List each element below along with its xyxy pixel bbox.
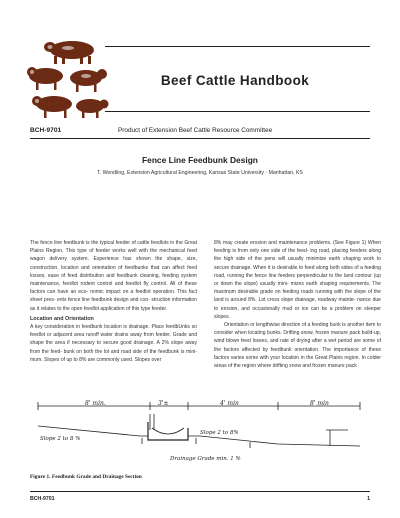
doc-code: BCH-9701 [30, 127, 62, 134]
orientation-paragraph: Orientation or lengthwise direction of a feeding bunk is another item to consider when locating bunks. Drifting snow, frozen manure pack build-up, wind blown feed losses, and rate of drying after a wet period are some of the factors affected by feedbunk orientation. The importance of these factors varies some with your location in the Great Plains region. In colder areas of the region where drifting snow and frozen manure pack [214, 322, 381, 370]
handbook-title: Beef Cattle Handbook [160, 73, 310, 88]
intro-paragraph: The fence line feedbunk is the typical feeder of cattle feedlots in the Great Plains Region. This type of feeder works well with the mechanical feed wagon delivery system. Experience has shown the shape, size, construction, location and orientation of feedbunks that can affect feed losses, ease of feed distribution and feedbunk cleaning, feeding system maintenance, feedlot rodent control and feedlot fly control. All of these factors can have an eco- nomic impact on a feedlot operation. This fact sheet pres- ents fence line feedbunk design and con- struction information as it relates to the open feedlot application of this type feeder. [30, 240, 197, 312]
dimension-label-8ft-right: 8' min [310, 400, 329, 407]
dimension-label-3ft: 3'± [158, 400, 169, 407]
header-rule-bottom [105, 111, 370, 112]
page-number: 1 [367, 496, 370, 502]
location-paragraph: A key consideration in feedbunk location is drainage. Place feedbUnks so feedlot or adjacent area runoff water drains away from feeder. Grade and shape the area if necessary to secure good drainage. A 2% slope away from the feed- bunk on both the lot and road side of the feedbunk is mini- mum. Slopes of up to 8% are commonly used. Slopes over [30, 324, 197, 363]
footer-rule [30, 491, 370, 492]
dimension-label-8ft-left: 8' min. [85, 400, 106, 407]
drainage-grade-label: Drainage Grade min. 1 % [170, 456, 241, 462]
article-title: Fence Line Feedbunk Design [142, 155, 258, 165]
article-author: T. Wendling, Extension Agricultural Engineering, Kansas State University · Manhattan, KS [97, 170, 303, 176]
committee-line: Product of Extension Beef Cattle Resource Committee [118, 127, 273, 134]
body-column-left [30, 239, 197, 364]
header-rule-top [105, 46, 370, 47]
body-column-right [214, 239, 381, 370]
drainage-paragraph: 8% may create erosion and maintenance problems. (See Figure 1) When feeding is from only one side of the feed- ing road, placing feeders along the high side of the pens will usually minimize earth shaping work to secure drainage. When it is desirable to feed along both sides of a feeding road, running the fence line feeders perpendicular to the land contour (up or down the slope) usually mini- mizes earth shaping requirements. The maximum desirable grade on feeding roads running with the slope of the land is around 8%. Lot cross slope drainage, roadway mainte- nance due to erosion, and occasionally mud or ice can be a problem on steeper slopes. [214, 240, 381, 320]
section-heading: Location and Orientation [30, 315, 94, 322]
dimension-label-4ft: 4' min [220, 400, 239, 407]
footer-doc-code: BCH-9701 [30, 496, 55, 502]
figure-caption: Figure 1. Feedbunk Grade and Drainage Section [30, 474, 142, 480]
slope-label-right: Slope 2 to 8% [200, 430, 239, 436]
subheader-rule [30, 138, 370, 139]
slope-label-left: Slope 2 to 8 % [40, 436, 81, 442]
feedbunk-grade-diagram [30, 400, 370, 472]
